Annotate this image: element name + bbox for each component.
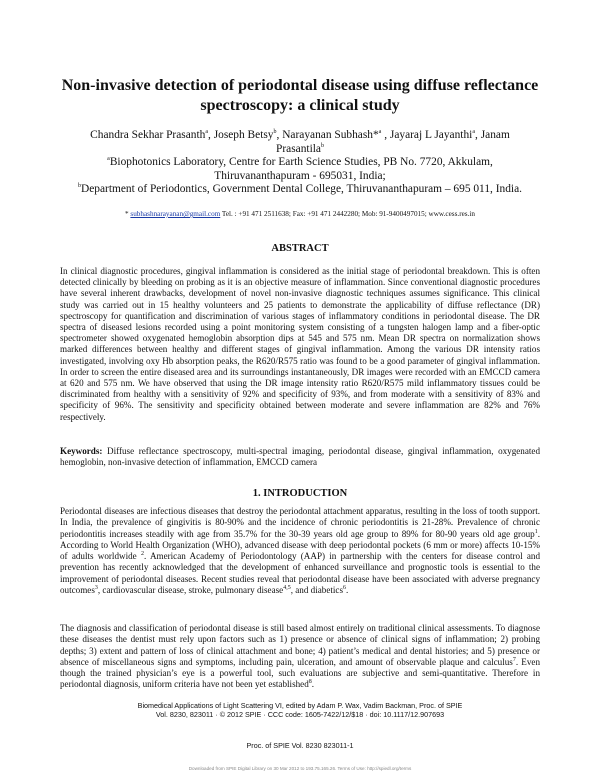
author-list: Chandra Sekhar Prasanth$^a$, Joseph Betsy$^b$, Narayanan Subhash*$^a$ , Jayaraj L Jayanthi$^a$, Janam Prasantila$^b$ bbox=[90, 129, 510, 155]
publication-footer bbox=[90, 701, 510, 719]
author-block bbox=[68, 129, 532, 197]
paper-title: Non-invasive detection of periodontal disease using diffuse reflectance spectroscopy: a clinical study bbox=[61, 77, 539, 114]
page-reference: Proc. of SPIE Vol. 8230 823011-1 bbox=[246, 741, 354, 750]
citation: 4,5 bbox=[283, 585, 291, 592]
abstract-heading: ABSTRACT bbox=[271, 243, 329, 254]
intro-paragraph-2: The diagnosis and classification of periodontal disease is still based almost entirely on traditional clinical assessments. To diagnose these diseases the dentist must rely upon factors such as 1) presence or absence of clinical signs of inflammation; 2) probing depths; 3) extent and pattern of loss of clinical attachment and bone; 4) patient’s medical and dental histories; and 5) presence or absence of miscellaneous signs and symptoms, including pain, ulceration, and amount of observable plaque and calculus$^7$. Even though the trained physician’s eye is a powerful tool, such evaluations are subjective and semi-quantitative. Therefore in periodontal diagnosis, uniform criteria have not been yet established$^8$. bbox=[60, 623, 540, 690]
citation: 2 bbox=[140, 551, 144, 558]
download-notice: Downloaded from SPIE Digital Library on 30 Mar 2012 to 193.75.165.26. Terms of Use: http://spiedl.org/terms bbox=[188, 766, 412, 771]
citation: 8 bbox=[308, 679, 312, 686]
keywords-text: Diffuse reflectance spectroscopy, multi-spectral imaging, periodontal disease, gingival inflammation, oxygenated hemoglobin, non-invasive detection of inflammation, EMCCD camera bbox=[60, 446, 540, 468]
abstract-text: In clinical diagnostic procedures, gingival inflammation is considered as the initial stage of periodontal breakdown. This is often detected clinically by bleeding on probing as it is an objective measure of inflammation. Since conventional diagnostic procedures have several inherent drawbacks, development of novel non-invasive diagnostic techniques assumes significance. This clinical study was carried out in 15 healthy volunteers and 25 patients to demonstrate the applicability of diffuse reflectance (DR) spectroscopy for quantification and discrimination of various stages of inflammatory conditions in periodontal disease. The DR spectra of diseased lesions recorded using a point monitoring system consisting of a tungsten halogen lamp and a fiber-optic spectrometer showed oxygenated hemoglobin absorption dips at 545 and 575 nm. Mean DR spectra on normalization shows marked differences between healthy and different stages of gingival inflammation. Among the various DR intensity ratios investigated, involving oxy Hb absorption peaks, the R620/R575 ratio was found to be a good parameter of gingival inflammation. In order to screen the entire diseased area and its surroundings instantaneously, DR images were recorded with an EMCCD camera at 620 and 575 nm. We have observed that using the DR image intensity ratio R620/R575 mild inflammatory tissues could be discriminated from healthy with a sensitivity of 92% and specificity of 93%, and from moderate with a sensitivity of 83% and specificity of 96%. The sensitivity and specificity obtained between moderate and severe inflammation are 82% and 76% respectively. bbox=[60, 266, 540, 422]
keywords-label: Keywords: bbox=[60, 446, 103, 456]
citation: 6 bbox=[343, 585, 346, 592]
affiliation-a: $^a$Biophotonics Laboratory, Centre for Earth Science Studies, PB No. 7720, Akkulam, Thiruvananthapuram - 695031, India; bbox=[107, 156, 493, 182]
affiliation-b: $^b$Department of Periodontics, Government Dental College, Thiruvananthapuram – 695 011, India. bbox=[78, 183, 522, 196]
citation: 7 bbox=[512, 656, 516, 663]
keywords-paragraph bbox=[60, 446, 540, 468]
citation: 1 bbox=[534, 528, 538, 535]
email-link[interactable]: subhashnarayanan@gmail.com bbox=[130, 210, 221, 218]
contact-line: * subhashnarayanan@gmail.com Tel. : +91 471 2511638; Fax: +91 471 2442280; Mob: 91-9400497015; www.cess.res.in bbox=[125, 210, 475, 218]
introduction-heading: 1. INTRODUCTION bbox=[252, 488, 348, 499]
footer-line-1: Biomedical Applications of Light Scattering VI, edited by Adam P. Wax, Vadim Backman, Proc. of SPIE bbox=[137, 701, 463, 710]
citation: 3 bbox=[94, 585, 98, 592]
footer-line-2: Vol. 8230, 823011 · © 2012 SPIE · CCC code: 1605-7422/12/$18 · doi: 10.1117/12.907693 bbox=[155, 710, 445, 720]
intro-paragraph-1: Periodontal diseases are infectious diseases that destroy the periodontal attachment apparatus, resulting in the loss of tooth support. In India, the prevalence of gingivitis is 80-90% and the incidence of chronic periodontitis is 21-28%. Prevalence of chronic periodontitis increases steadily with age from 35.7% for the 30-39 years old age group to 89% for 80-90 years old age group$^1$. According to World Health Organization (WHO), advanced disease with deep periodontal pockets (6 mm or more) affects 10-15% of adults worldwide $^2$. American Academy of Periodontology (AAP) in partnership with the centers for disease control and prevention has recently acknowledged that the development of enhanced surveillance and prognostic tools is essential to the improvement of periodontal diseases. Recent studies reveal that periodontal disease have been associated with adverse pregnancy outcomes$^3$, cardiovascular disease, stroke, pulmonary disease$^{4,5}$, and diabetics$^6$. bbox=[60, 506, 541, 596]
